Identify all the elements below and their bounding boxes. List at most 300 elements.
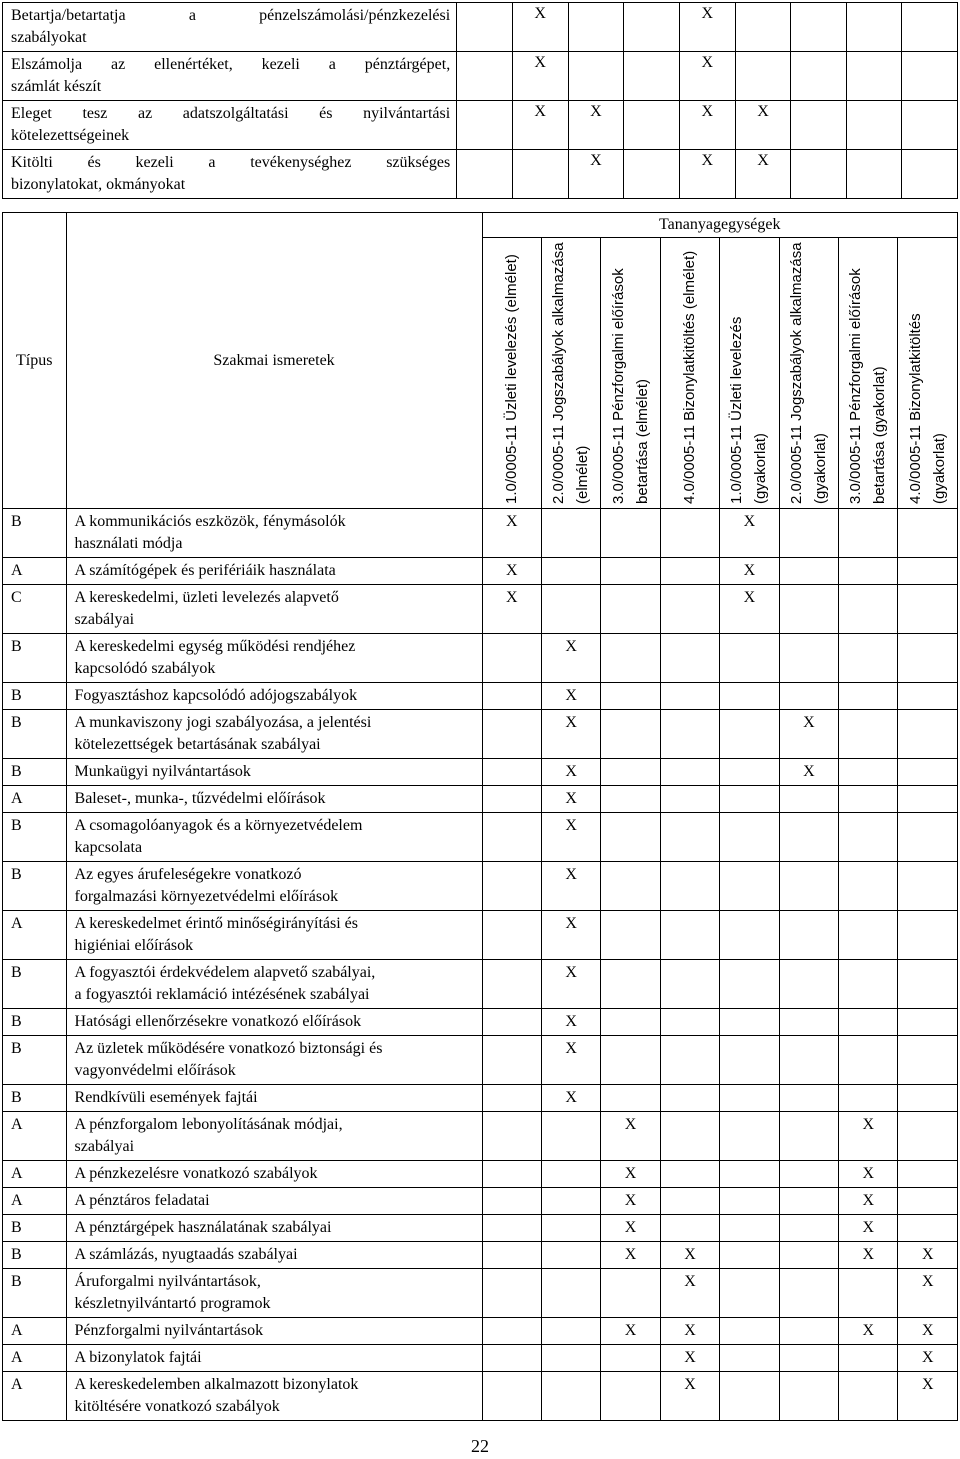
skill-mark: X xyxy=(601,1318,660,1345)
skill-row xyxy=(3,1318,958,1345)
skill-mark: X xyxy=(660,1242,719,1269)
module-column-header xyxy=(601,238,660,509)
skill-mark xyxy=(839,1269,898,1318)
skill-mark xyxy=(898,759,958,786)
competency-line: Kitölti és kezeli a tevékenységhez szükséges xyxy=(11,154,451,171)
skill-mark: X xyxy=(660,1318,719,1345)
competency-mark: X xyxy=(679,3,735,52)
competency-row xyxy=(3,3,958,52)
skill-mark: X xyxy=(601,1188,660,1215)
skill-mark xyxy=(898,862,958,911)
skill-line: A kereskedelmi, üzleti levelezés alapvető xyxy=(74,589,339,606)
skill-mark xyxy=(482,634,541,683)
competency-mark xyxy=(624,150,680,199)
skill-mark xyxy=(660,911,719,960)
skill-text xyxy=(66,558,482,585)
skill-type: A xyxy=(3,786,67,813)
skill-line: kapcsolódó szabályok xyxy=(74,660,216,677)
skill-mark xyxy=(839,1372,898,1421)
skill-row xyxy=(3,585,958,634)
skill-line: forgalmazási környezetvédelmi előírások xyxy=(74,888,339,905)
competency-mark xyxy=(624,52,680,101)
skill-row xyxy=(3,1009,958,1036)
skill-mark xyxy=(839,558,898,585)
skill-mark xyxy=(779,1009,838,1036)
module-column-header xyxy=(482,238,541,509)
skill-mark xyxy=(541,1161,600,1188)
skill-mark xyxy=(779,509,838,558)
skill-mark xyxy=(660,509,719,558)
skill-text xyxy=(66,1215,482,1242)
competency-line: bizonylatokat, okmányokat xyxy=(11,176,186,193)
skill-mark: X xyxy=(660,1269,719,1318)
skill-line: kötelezettségek betartásának szabályai xyxy=(74,736,321,753)
skill-mark xyxy=(839,911,898,960)
skill-mark xyxy=(720,960,779,1009)
skill-mark: X xyxy=(541,1009,600,1036)
competency-mark xyxy=(624,3,680,52)
skill-mark xyxy=(601,558,660,585)
competency-text xyxy=(3,150,457,199)
skill-line: szabályai xyxy=(74,611,135,628)
competency-mark: X xyxy=(568,101,624,150)
skill-mark xyxy=(839,1009,898,1036)
skill-mark xyxy=(541,558,600,585)
skill-mark xyxy=(660,1085,719,1112)
skill-line: Az egyes árufeleségekre vonatkozó xyxy=(74,866,302,883)
skill-mark xyxy=(839,710,898,759)
skill-mark: X xyxy=(482,509,541,558)
page-number: 22 xyxy=(471,1436,489,1456)
skill-row xyxy=(3,813,958,862)
skill-mark xyxy=(898,911,958,960)
skill-mark xyxy=(720,1318,779,1345)
skill-mark xyxy=(482,960,541,1009)
skill-mark: X xyxy=(482,558,541,585)
skill-text xyxy=(66,786,482,813)
skill-mark xyxy=(482,759,541,786)
skill-row xyxy=(3,558,958,585)
skill-type: B xyxy=(3,1242,67,1269)
skill-line: kapcsolata xyxy=(74,839,143,856)
skill-mark xyxy=(839,786,898,813)
skill-mark xyxy=(601,1009,660,1036)
skill-line: A pénzforgalom lebonyolításának módjai, xyxy=(74,1116,343,1133)
skill-mark xyxy=(660,1009,719,1036)
skill-mark xyxy=(660,786,719,813)
skill-mark xyxy=(839,960,898,1009)
skill-type: A xyxy=(3,558,67,585)
type-header: Típus xyxy=(3,213,67,509)
skill-mark xyxy=(541,1318,600,1345)
skill-mark xyxy=(482,786,541,813)
skill-mark: X xyxy=(839,1318,898,1345)
competency-mark xyxy=(902,101,958,150)
skill-mark: X xyxy=(839,1215,898,1242)
skill-mark: X xyxy=(720,585,779,634)
skill-text xyxy=(66,1085,482,1112)
skill-mark: X xyxy=(898,1269,958,1318)
skill-mark xyxy=(482,1161,541,1188)
skill-mark: X xyxy=(541,710,600,759)
skill-text xyxy=(66,1009,482,1036)
skill-type: B xyxy=(3,1215,67,1242)
skill-mark xyxy=(482,862,541,911)
competency-line: szabályokat xyxy=(11,29,87,46)
competency-mark xyxy=(846,3,902,52)
module-column-label: 1.0/0005-11 Üzleti levelezés (elmélet) xyxy=(502,254,520,504)
skill-mark xyxy=(898,960,958,1009)
skill-mark: X xyxy=(541,813,600,862)
skill-mark xyxy=(482,1188,541,1215)
skill-text xyxy=(66,1269,482,1318)
competency-mark xyxy=(457,3,513,52)
skill-mark xyxy=(779,1215,838,1242)
skill-mark xyxy=(839,1085,898,1112)
skill-text xyxy=(66,509,482,558)
competency-mark: X xyxy=(735,101,791,150)
skill-row xyxy=(3,1188,958,1215)
competency-mark xyxy=(624,101,680,150)
competency-text xyxy=(3,3,457,52)
skill-mark xyxy=(541,1215,600,1242)
skill-text xyxy=(66,1345,482,1372)
skill-mark xyxy=(898,634,958,683)
skill-mark xyxy=(482,1215,541,1242)
skill-mark xyxy=(601,960,660,1009)
competency-mark xyxy=(902,150,958,199)
skill-mark xyxy=(601,585,660,634)
skill-mark xyxy=(839,862,898,911)
skill-text xyxy=(66,759,482,786)
skill-mark xyxy=(898,683,958,710)
skill-row xyxy=(3,960,958,1009)
skill-mark xyxy=(898,558,958,585)
skill-mark xyxy=(541,1345,600,1372)
skill-mark xyxy=(720,1269,779,1318)
skill-mark xyxy=(720,1112,779,1161)
skill-mark xyxy=(898,509,958,558)
skill-mark xyxy=(482,813,541,862)
skill-mark xyxy=(601,1269,660,1318)
skill-mark xyxy=(660,759,719,786)
skill-row xyxy=(3,509,958,558)
skill-type: A xyxy=(3,1188,67,1215)
skill-type: A xyxy=(3,1112,67,1161)
skill-mark xyxy=(898,1009,958,1036)
module-column-header xyxy=(660,238,719,509)
skill-mark xyxy=(720,710,779,759)
skill-mark xyxy=(720,634,779,683)
competency-table xyxy=(2,2,958,199)
skill-mark xyxy=(720,1372,779,1421)
skill-mark xyxy=(660,585,719,634)
skill-mark xyxy=(720,1345,779,1372)
skill-line: Az üzletek működésére vonatkozó biztonsági és xyxy=(74,1040,383,1057)
skill-line: A munkaviszony jogi szabályozása, a jelentési xyxy=(74,714,372,731)
skill-line: Rendkívüli események fajtái xyxy=(74,1089,258,1106)
skill-text xyxy=(66,710,482,759)
skill-header: Szakmai ismeretek xyxy=(66,213,482,509)
skill-mark xyxy=(720,813,779,862)
skill-text xyxy=(66,1372,482,1421)
skill-type: B xyxy=(3,1009,67,1036)
skill-mark: X xyxy=(601,1112,660,1161)
skill-mark xyxy=(779,862,838,911)
skill-mark xyxy=(839,1345,898,1372)
skill-line: Hatósági ellenőrzésekre vonatkozó előírások xyxy=(74,1013,362,1030)
skill-line: A számlázás, nyugtaadás szabályai xyxy=(74,1246,298,1263)
skill-row xyxy=(3,1036,958,1085)
skill-row xyxy=(3,1242,958,1269)
skill-mark xyxy=(720,1161,779,1188)
competency-mark xyxy=(846,150,902,199)
skill-mark: X xyxy=(898,1345,958,1372)
skill-mark xyxy=(660,710,719,759)
skill-mark xyxy=(720,1215,779,1242)
skill-mark xyxy=(720,786,779,813)
module-column-label: 3.0/0005-11 Pénzforgalmi előírások betartása (gyakorlat) xyxy=(847,268,889,504)
skill-mark xyxy=(601,911,660,960)
skill-type: B xyxy=(3,683,67,710)
skill-type: B xyxy=(3,960,67,1009)
skill-mark xyxy=(720,683,779,710)
module-column-label: 3.0/0005-11 Pénzforgalmi előírások betartása (elmélet) xyxy=(609,268,651,504)
skill-mark: X xyxy=(541,960,600,1009)
skill-line: A kereskedelmi egység működési rendjéhez xyxy=(74,638,356,655)
skill-line: A pénztáros feladatai xyxy=(74,1192,210,1209)
skill-mark xyxy=(779,1036,838,1085)
skill-mark xyxy=(779,683,838,710)
competency-mark xyxy=(791,150,847,199)
skill-row xyxy=(3,1161,958,1188)
competency-mark xyxy=(735,52,791,101)
skill-mark xyxy=(779,960,838,1009)
skill-mark: X xyxy=(898,1242,958,1269)
skill-type: A xyxy=(3,911,67,960)
skills-matrix-table xyxy=(2,212,958,1421)
skill-mark xyxy=(720,1009,779,1036)
skill-type: A xyxy=(3,1318,67,1345)
skill-mark xyxy=(601,509,660,558)
competency-mark xyxy=(846,52,902,101)
skill-type: A xyxy=(3,1345,67,1372)
skill-mark xyxy=(779,1269,838,1318)
competency-mark xyxy=(512,150,568,199)
skill-mark: X xyxy=(839,1188,898,1215)
skill-mark xyxy=(482,710,541,759)
skill-mark xyxy=(898,1161,958,1188)
skill-mark xyxy=(898,1188,958,1215)
skill-row xyxy=(3,634,958,683)
skill-mark xyxy=(720,1036,779,1085)
competency-mark: X xyxy=(568,150,624,199)
module-column-label: 2.0/0005-11 Jogszabályok alkalmazása (gyakorlat) xyxy=(787,242,829,504)
module-column-header xyxy=(720,238,779,509)
skill-mark xyxy=(660,1188,719,1215)
competency-mark: X xyxy=(679,150,735,199)
skill-line: készletnyilvántartó programok xyxy=(74,1295,271,1312)
skill-row xyxy=(3,1085,958,1112)
skill-line: A csomagolóanyagok és a környezetvédelem xyxy=(74,817,363,834)
competency-mark xyxy=(791,52,847,101)
skill-mark xyxy=(779,1372,838,1421)
skill-row xyxy=(3,1372,958,1421)
competency-text xyxy=(3,52,457,101)
skill-text xyxy=(66,813,482,862)
skill-mark xyxy=(839,585,898,634)
skill-type: B xyxy=(3,1269,67,1318)
skill-type: B xyxy=(3,509,67,558)
skill-type: B xyxy=(3,862,67,911)
skill-row xyxy=(3,862,958,911)
skill-mark xyxy=(541,1188,600,1215)
skill-line: Pénzforgalmi nyilvántartások xyxy=(74,1322,264,1339)
skill-type: B xyxy=(3,710,67,759)
competency-mark: X xyxy=(679,101,735,150)
competency-row xyxy=(3,150,958,199)
skill-mark xyxy=(660,862,719,911)
skill-row xyxy=(3,1269,958,1318)
skill-line: Áruforgalmi nyilvántartások, xyxy=(74,1273,261,1290)
skill-mark xyxy=(482,1009,541,1036)
skill-line: A pénztárgépek használatának szabályai xyxy=(74,1219,332,1236)
competency-row xyxy=(3,101,958,150)
skill-mark xyxy=(601,634,660,683)
skill-line: használati módja xyxy=(74,535,183,552)
competency-text xyxy=(3,101,457,150)
competency-mark: X xyxy=(679,52,735,101)
skill-mark: X xyxy=(720,509,779,558)
skill-row xyxy=(3,710,958,759)
skill-mark: X xyxy=(541,1085,600,1112)
skill-mark: X xyxy=(839,1161,898,1188)
skill-line: Fogyasztáshoz kapcsolódó adójogszabályok xyxy=(74,687,358,704)
skill-line: Baleset-, munka-, tűzvédelmi előírások xyxy=(74,790,326,807)
competency-mark xyxy=(457,101,513,150)
competency-mark: X xyxy=(512,3,568,52)
skill-mark xyxy=(660,1112,719,1161)
skill-mark: X xyxy=(541,759,600,786)
module-column-label: 4.0/0005-11 Bizonylatkitöltés (elmélet) xyxy=(681,250,698,504)
skill-mark xyxy=(541,1269,600,1318)
competency-mark xyxy=(457,150,513,199)
competency-mark: X xyxy=(735,150,791,199)
skill-mark: X xyxy=(541,911,600,960)
skill-line: A kereskedelemben alkalmazott bizonylatok xyxy=(74,1376,359,1393)
competency-row xyxy=(3,52,958,101)
skill-row xyxy=(3,759,958,786)
skill-mark xyxy=(839,759,898,786)
skill-mark xyxy=(660,1215,719,1242)
skill-mark xyxy=(601,862,660,911)
skill-mark xyxy=(482,683,541,710)
skill-mark xyxy=(482,1085,541,1112)
skill-mark xyxy=(482,1269,541,1318)
skill-text xyxy=(66,1188,482,1215)
skill-text xyxy=(66,683,482,710)
skill-mark: X xyxy=(779,710,838,759)
skill-mark xyxy=(601,1372,660,1421)
skill-type: B xyxy=(3,759,67,786)
skill-line: A számítógépek és perifériáik használata xyxy=(74,562,336,579)
module-column-label: 4.0/0005-11 Bizonylatkitöltés (gyakorlat) xyxy=(906,313,948,504)
skill-mark xyxy=(898,1112,958,1161)
skill-mark: X xyxy=(541,862,600,911)
skill-mark: X xyxy=(601,1242,660,1269)
skill-mark: X xyxy=(482,585,541,634)
skill-mark xyxy=(541,1372,600,1421)
skill-row xyxy=(3,786,958,813)
skill-mark xyxy=(898,786,958,813)
skill-mark xyxy=(779,558,838,585)
skill-text xyxy=(66,1318,482,1345)
skill-type: A xyxy=(3,1161,67,1188)
skill-type: C xyxy=(3,585,67,634)
skill-mark xyxy=(779,585,838,634)
skill-mark xyxy=(779,1112,838,1161)
skill-mark xyxy=(601,1085,660,1112)
skill-line: kitöltésére vonatkozó szabályok xyxy=(74,1398,280,1415)
competency-line: számlát készít xyxy=(11,78,102,95)
skill-mark xyxy=(898,813,958,862)
skill-text xyxy=(66,1112,482,1161)
skill-mark xyxy=(720,1188,779,1215)
skill-line: A kommunikációs eszközök, fénymásolók xyxy=(74,513,346,530)
skill-mark: X xyxy=(660,1372,719,1421)
skill-line: a fogyasztói reklamáció intézésének szabályai xyxy=(74,986,370,1003)
skill-mark xyxy=(720,911,779,960)
skill-mark xyxy=(720,1242,779,1269)
skill-mark xyxy=(898,1085,958,1112)
skill-mark xyxy=(779,1161,838,1188)
skill-row xyxy=(3,1112,958,1161)
skill-mark: X xyxy=(601,1161,660,1188)
skill-mark xyxy=(898,1036,958,1085)
skill-line: A kereskedelmet érintő minőségirányítási és xyxy=(74,915,358,932)
competency-line: kötelezettségeinek xyxy=(11,127,130,144)
skill-text xyxy=(66,911,482,960)
skill-type: B xyxy=(3,1085,67,1112)
skill-mark: X xyxy=(839,1112,898,1161)
module-column-header xyxy=(541,238,600,509)
competency-mark xyxy=(791,3,847,52)
skill-line: A bizonylatok fajtái xyxy=(74,1349,202,1366)
skill-mark: X xyxy=(660,1345,719,1372)
skill-type: A xyxy=(3,1372,67,1421)
skill-row xyxy=(3,683,958,710)
competency-mark xyxy=(568,3,624,52)
skill-mark xyxy=(779,1318,838,1345)
skill-mark xyxy=(541,1112,600,1161)
skill-mark: X xyxy=(541,1036,600,1085)
competency-line: Elszámolja az ellenértéket, kezeli a pénztárgépet, xyxy=(11,56,451,73)
skill-mark xyxy=(482,1318,541,1345)
skill-mark xyxy=(898,1215,958,1242)
skill-mark xyxy=(779,1188,838,1215)
skill-mark xyxy=(720,759,779,786)
module-group-header: Tananyagegységek xyxy=(482,213,957,238)
skill-mark xyxy=(601,786,660,813)
skill-mark xyxy=(898,585,958,634)
skill-line: higiéniai előírások xyxy=(74,937,194,954)
skill-mark xyxy=(839,813,898,862)
skill-text xyxy=(66,585,482,634)
skill-mark xyxy=(482,1036,541,1085)
skill-text xyxy=(66,634,482,683)
skill-mark xyxy=(482,911,541,960)
skill-line: szabályai xyxy=(74,1138,135,1155)
